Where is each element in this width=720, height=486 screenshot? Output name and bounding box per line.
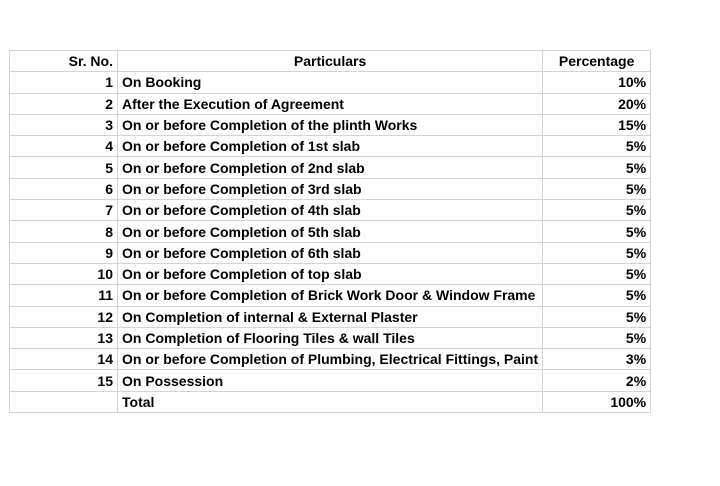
- sr-no-cell[interactable]: 9: [10, 242, 118, 263]
- particulars-cell[interactable]: On Booking: [118, 72, 543, 93]
- particulars-cell[interactable]: On or before Completion of Plumbing, Electrical Fittings, Paint: [118, 349, 543, 370]
- percentage-cell[interactable]: 20%: [543, 93, 651, 114]
- total-row: [10, 391, 651, 412]
- particulars-cell[interactable]: On or before Completion of 6th slab: [118, 242, 543, 263]
- header-sr-no[interactable]: Sr. No.: [10, 51, 118, 72]
- table-body: [10, 72, 651, 413]
- table-row: [10, 285, 651, 306]
- percentage-cell[interactable]: 10%: [543, 72, 651, 93]
- sr-no-cell[interactable]: 8: [10, 221, 118, 242]
- percentage-cell[interactable]: 5%: [543, 327, 651, 348]
- percentage-cell[interactable]: 2%: [543, 370, 651, 391]
- sr-no-cell[interactable]: 2: [10, 93, 118, 114]
- table-row: [10, 327, 651, 348]
- particulars-cell[interactable]: On Completion of Flooring Tiles & wall Tiles: [118, 327, 543, 348]
- sr-no-cell[interactable]: 3: [10, 114, 118, 135]
- percentage-cell[interactable]: 15%: [543, 114, 651, 135]
- particulars-cell[interactable]: On or before Completion of 2nd slab: [118, 157, 543, 178]
- header-row: [10, 51, 651, 72]
- percentage-cell[interactable]: 5%: [543, 157, 651, 178]
- percentage-cell[interactable]: 5%: [543, 200, 651, 221]
- percentage-cell[interactable]: 5%: [543, 136, 651, 157]
- header-particulars[interactable]: Particulars: [118, 51, 543, 72]
- table-row: [10, 242, 651, 263]
- particulars-cell[interactable]: On or before Completion of Brick Work Door & Window Frame: [118, 285, 543, 306]
- percentage-cell[interactable]: 3%: [543, 349, 651, 370]
- sr-no-cell[interactable]: 10: [10, 263, 118, 284]
- total-percentage-cell[interactable]: 100%: [543, 391, 651, 412]
- sr-no-cell[interactable]: 12: [10, 306, 118, 327]
- table-row: [10, 200, 651, 221]
- particulars-cell[interactable]: On or before Completion of 4th slab: [118, 200, 543, 221]
- percentage-cell[interactable]: 5%: [543, 242, 651, 263]
- table-row: [10, 221, 651, 242]
- table-row: [10, 157, 651, 178]
- sr-no-cell[interactable]: 13: [10, 327, 118, 348]
- sr-no-cell[interactable]: 1: [10, 72, 118, 93]
- sr-no-cell[interactable]: 15: [10, 370, 118, 391]
- table-row: [10, 263, 651, 284]
- percentage-cell[interactable]: 5%: [543, 306, 651, 327]
- sr-no-cell[interactable]: 5: [10, 157, 118, 178]
- particulars-cell[interactable]: On Completion of internal & External Plaster: [118, 306, 543, 327]
- sr-no-cell[interactable]: 6: [10, 178, 118, 199]
- table-row: [10, 93, 651, 114]
- sr-no-cell[interactable]: 4: [10, 136, 118, 157]
- table-row: [10, 349, 651, 370]
- table-row: [10, 72, 651, 93]
- table-row: [10, 306, 651, 327]
- sr-no-cell[interactable]: 11: [10, 285, 118, 306]
- sr-no-cell[interactable]: 7: [10, 200, 118, 221]
- table-row: [10, 136, 651, 157]
- particulars-cell[interactable]: On or before Completion of the plinth Works: [118, 114, 543, 135]
- table-row: [10, 370, 651, 391]
- header-percentage[interactable]: Percentage: [543, 51, 651, 72]
- total-sr-cell[interactable]: [10, 391, 118, 412]
- total-label-cell[interactable]: Total: [118, 391, 543, 412]
- percentage-cell[interactable]: 5%: [543, 178, 651, 199]
- particulars-cell[interactable]: On Possession: [118, 370, 543, 391]
- percentage-cell[interactable]: 5%: [543, 285, 651, 306]
- payment-schedule-table: [9, 50, 651, 413]
- table-row: [10, 114, 651, 135]
- table-row: [10, 178, 651, 199]
- particulars-cell[interactable]: On or before Completion of 1st slab: [118, 136, 543, 157]
- particulars-cell[interactable]: After the Execution of Agreement: [118, 93, 543, 114]
- percentage-cell[interactable]: 5%: [543, 263, 651, 284]
- sr-no-cell[interactable]: 14: [10, 349, 118, 370]
- particulars-cell[interactable]: On or before Completion of 3rd slab: [118, 178, 543, 199]
- particulars-cell[interactable]: On or before Completion of top slab: [118, 263, 543, 284]
- particulars-cell[interactable]: On or before Completion of 5th slab: [118, 221, 543, 242]
- percentage-cell[interactable]: 5%: [543, 221, 651, 242]
